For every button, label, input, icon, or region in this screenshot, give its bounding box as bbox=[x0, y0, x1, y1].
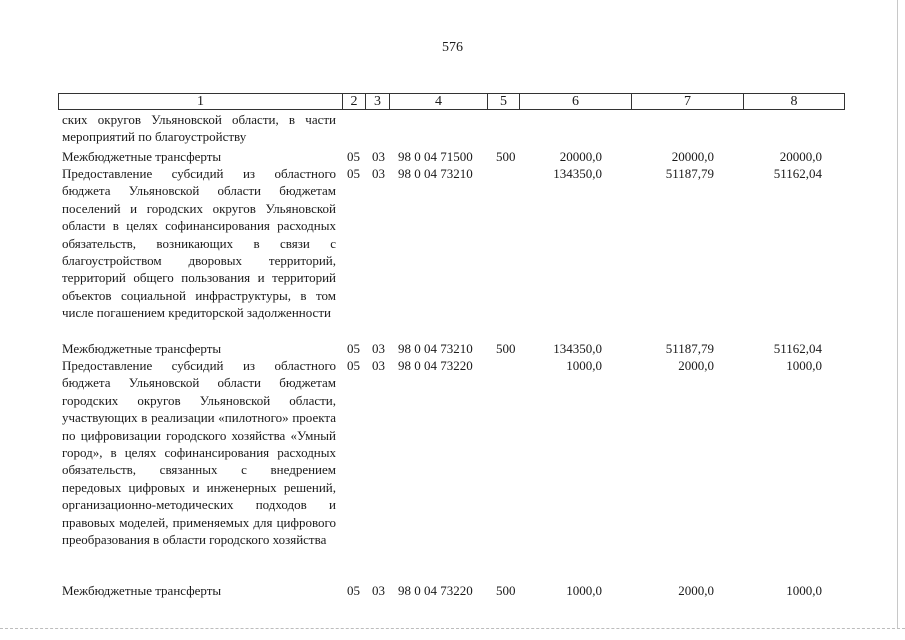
row-value-col7: 51187,79 bbox=[665, 166, 714, 181]
row-section: 05 bbox=[347, 166, 360, 181]
header-col-1: 1 bbox=[197, 94, 204, 109]
row-section: 05 bbox=[347, 583, 360, 598]
row-section: 05 bbox=[347, 358, 360, 373]
header-col-6: 6 bbox=[519, 94, 631, 109]
header-col-5: 5 bbox=[487, 94, 519, 109]
header-col-8: 8 bbox=[743, 94, 844, 109]
row-target-article: 98 0 04 71500 bbox=[398, 149, 473, 164]
header-col-3: 3 bbox=[365, 94, 389, 109]
row-value-col8: 20000,0 bbox=[779, 149, 822, 164]
row-value-col7: 2000,0 bbox=[678, 358, 714, 373]
header-col-4: 4 bbox=[389, 94, 487, 109]
row-value-col8: 51162,04 bbox=[773, 341, 822, 356]
row-value-col6: 134350,0 bbox=[553, 341, 602, 356]
row-target-article: 98 0 04 73210 bbox=[398, 166, 473, 181]
row-expense-type: 500 bbox=[496, 583, 516, 598]
page-edge-right bbox=[897, 0, 898, 628]
row-value-col7: 2000,0 bbox=[678, 583, 714, 598]
header-col-7: 7 bbox=[631, 94, 743, 109]
row-target-article: 98 0 04 73220 bbox=[398, 358, 473, 373]
row-value-col7: 20000,0 bbox=[671, 149, 714, 164]
row-section: 05 bbox=[347, 341, 360, 356]
row-description: Предоставление субсидий из областного бюджета Ульяновской области бюджетам поселений и городских округов Ульяновской области в целях софинансирования расходных обязательств, возникающих в связи с благоустройством дворовых территорий, территорий общего пользования и территорий объектов социальной инфраструктуры, в том числе погашением кредиторской задолженности bbox=[62, 166, 336, 321]
row-section: 05 bbox=[347, 149, 360, 164]
row-subsection: 03 bbox=[372, 166, 385, 181]
row-subsection: 03 bbox=[372, 583, 385, 598]
row-target-article: 98 0 04 73220 bbox=[398, 583, 473, 598]
row-subsection: 03 bbox=[372, 341, 385, 356]
page-number: 576 bbox=[442, 40, 463, 55]
row-value-col8: 1000,0 bbox=[786, 583, 822, 598]
row-value-col6: 20000,0 bbox=[559, 149, 602, 164]
row-subsection: 03 bbox=[372, 149, 385, 164]
page-edge-bottom bbox=[0, 628, 905, 629]
header-col-2: 2 bbox=[342, 94, 365, 109]
row-description: Предоставление субсидий из областного бюджета Ульяновской области бюджетам городских округов Ульяновской области, участвующих в реализации «пилотного» проекта по цифровизации городского хозяйства «Умный город», в целях софинансирования расходных обязательств, связанных с внедрением передовых цифровых и инженерных решений, организационно-методических подходов и правовых моделей, применяемых для цифрового преобразования в области городского хозяйства bbox=[62, 358, 336, 548]
row-expense-type: 500 bbox=[496, 149, 516, 164]
row-value-col8: 1000,0 bbox=[786, 358, 822, 373]
row-target-article: 98 0 04 73210 bbox=[398, 341, 473, 356]
row-description: Межбюджетные трансферты bbox=[62, 149, 222, 164]
row-description: Межбюджетные трансферты bbox=[62, 583, 222, 598]
row-description: Межбюджетные трансферты bbox=[62, 341, 222, 356]
row-value-col8: 51162,04 bbox=[773, 166, 822, 181]
row-value-col7: 51187,79 bbox=[665, 341, 714, 356]
row-description: ских округов Ульяновской области, в части мероприятий по благоустройству bbox=[62, 112, 336, 145]
row-value-col6: 134350,0 bbox=[553, 166, 602, 181]
row-value-col6: 1000,0 bbox=[566, 583, 602, 598]
row-expense-type: 500 bbox=[496, 341, 516, 356]
row-subsection: 03 bbox=[372, 358, 385, 373]
table-header-row bbox=[58, 93, 845, 110]
row-value-col6: 1000,0 bbox=[566, 358, 602, 373]
